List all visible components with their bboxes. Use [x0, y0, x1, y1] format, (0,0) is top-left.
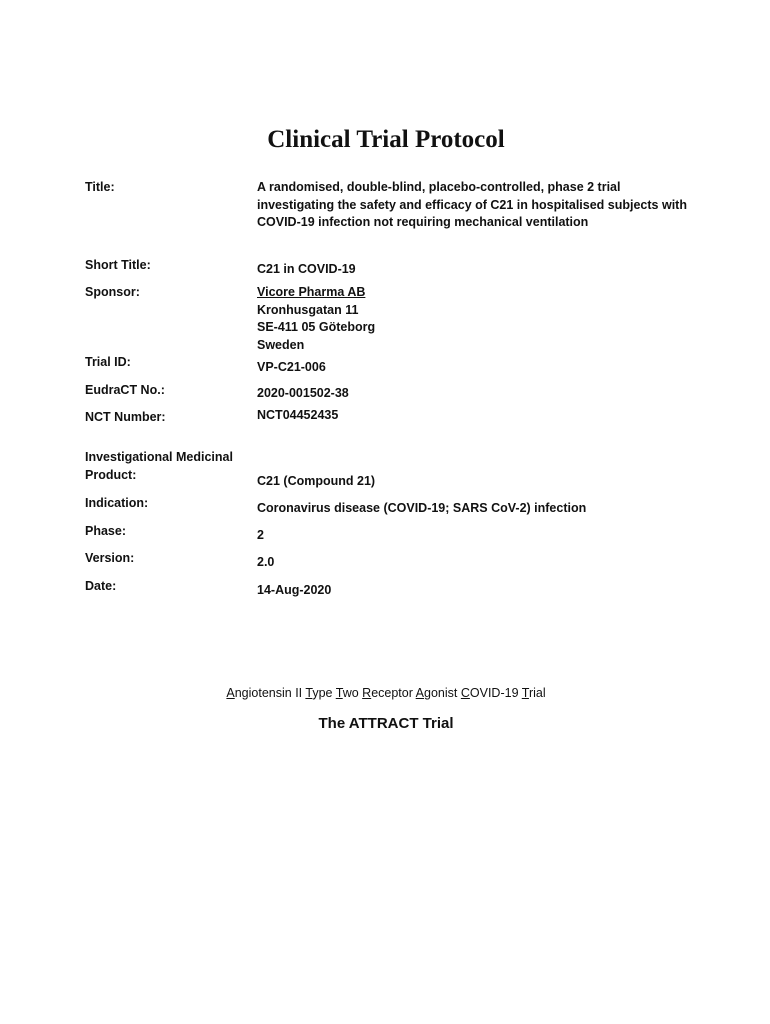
sponsor-address-street: Kronhusgatan 11: [257, 302, 359, 317]
date-value: 14-Aug-2020: [257, 583, 332, 597]
sponsor-address-country: Sweden: [257, 337, 305, 352]
acronym-rest-1: ngiotensin II: [234, 686, 306, 700]
imp-label: [85, 449, 245, 484]
trial-name: The ATTRACT Trial: [318, 715, 454, 732]
imp-label-line-1: Investigational Medicinal: [85, 450, 233, 464]
acronym-initial-6: C: [460, 686, 470, 700]
sponsor-address-city: SE-411 05 Göteborg: [257, 320, 376, 334]
title-value: [257, 179, 697, 232]
acronym-rest-5: gonist: [424, 686, 461, 700]
acronym-initial-3: T: [335, 686, 343, 700]
indication-label: Indication:: [85, 496, 149, 510]
sponsor-label: Sponsor:: [85, 285, 140, 299]
sponsor-name: Vicore Pharma AB: [257, 285, 366, 299]
document-title: Clinical Trial Protocol: [267, 126, 505, 153]
imp-label-line-2: Product:: [85, 467, 137, 482]
acronym-rest-6: OVID-19: [469, 686, 522, 700]
acronym-initial-1: A: [226, 686, 235, 700]
title-label: Title:: [85, 180, 115, 194]
acronym-initial-4: R: [362, 686, 372, 700]
eudract-label: EudraCT No.:: [85, 383, 165, 397]
imp-value: C21 (Compound 21): [257, 474, 376, 488]
title-line-3: COVID-19 infection not requiring mechanical ventilation: [257, 215, 589, 229]
short-title-value: C21 in COVID-19: [257, 262, 356, 276]
acronym-initial-5: A: [415, 686, 425, 700]
phase-label: Phase:: [85, 524, 126, 538]
trial-id-label: Trial ID:: [85, 355, 131, 369]
indication-value: Coronavirus disease (COVID-19; SARS CoV-2) infection: [257, 501, 587, 515]
version-value: 2.0: [257, 555, 275, 569]
nct-value: NCT04452435: [257, 408, 339, 422]
title-line-2: investigating the safety and efficacy of C21 in hospitalised subjects with: [257, 197, 687, 212]
acronym-rest-2: ype: [312, 686, 336, 700]
version-label: Version:: [85, 551, 135, 565]
acronym-initial-7: T: [521, 686, 529, 700]
date-label: Date:: [85, 579, 117, 593]
eudract-value: 2020-001502-38: [257, 386, 349, 400]
acronym-expansion: [0, 686, 770, 700]
acronym-rest-7: rial: [528, 686, 546, 700]
acronym-initial-2: T: [305, 686, 313, 700]
phase-value: 2: [257, 528, 264, 542]
acronym-rest-4: eceptor: [371, 686, 416, 700]
sponsor-value: [257, 284, 697, 354]
nct-label: NCT Number:: [85, 410, 166, 424]
acronym-rest-3: wo: [342, 686, 363, 700]
trial-id-value: VP-C21-006: [257, 360, 326, 374]
title-line-1: A randomised, double-blind, placebo-controlled, phase 2 trial: [257, 180, 621, 194]
short-title-label: Short Title:: [85, 258, 151, 272]
